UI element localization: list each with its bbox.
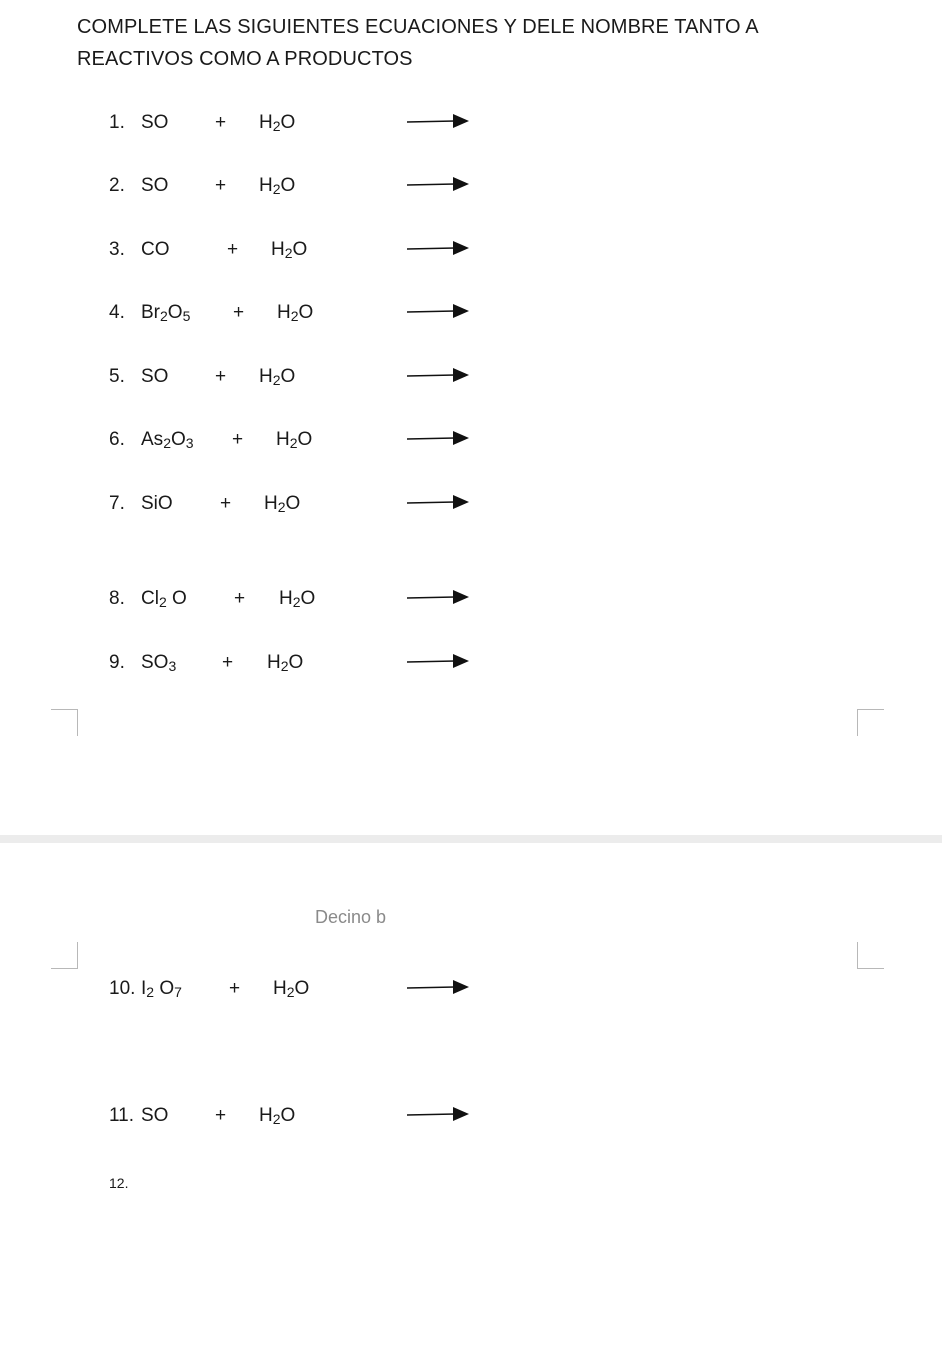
title-line-1: COMPLETE LAS SIGUIENTES ECUACIONES Y DELE NOMBRE TANTO A — [77, 16, 759, 38]
reactant-water: $H_2O$ — [267, 652, 304, 674]
plus-sign: + — [215, 366, 227, 387]
equation-row — [109, 492, 509, 516]
plus-sign: + — [234, 588, 246, 609]
reaction-arrow-icon — [407, 365, 471, 387]
reactant-water: $H_2O$ — [277, 302, 314, 324]
reactant-oxide: $I_2$ $O_7$ — [141, 978, 182, 1000]
reaction-arrow-icon — [407, 492, 471, 514]
equation-number: 7. — [109, 493, 125, 514]
reaction-arrow-icon — [407, 301, 471, 323]
equation-number: 2. — [109, 175, 125, 196]
title-line-2: REACTIVOS COMO A PRODUCTOS — [77, 48, 413, 70]
margin-corner-mark — [51, 942, 78, 969]
reactant-water: $H_2O$ — [279, 588, 316, 610]
equation-row — [109, 428, 509, 452]
plus-sign: + — [227, 239, 239, 260]
plus-sign: + — [222, 652, 234, 673]
reaction-arrow-icon — [407, 1104, 471, 1126]
handwritten-comment: Decino b — [315, 907, 387, 927]
equation-number: 1. — [109, 112, 125, 133]
equation-number: 11. — [109, 1105, 135, 1126]
equation-row — [109, 1104, 509, 1128]
reactant-water: $H_2O$ — [259, 1105, 296, 1127]
reactant-oxide: $As_2O_3$ — [141, 429, 194, 451]
plus-sign: + — [215, 1105, 227, 1126]
equation-number: 10. — [109, 978, 136, 999]
reactant-water: $H_2O$ — [259, 175, 296, 197]
reaction-arrow-icon — [407, 651, 471, 673]
equation-row — [109, 587, 509, 611]
reactant-oxide: SO — [141, 112, 169, 133]
reaction-arrow-icon — [407, 238, 471, 260]
plus-sign: + — [232, 429, 244, 450]
plus-sign: + — [229, 978, 241, 999]
plus-sign: + — [233, 302, 245, 323]
reactant-water: $H_2O$ — [276, 429, 313, 451]
equation-row — [109, 651, 509, 675]
list-item-number-12: 12. — [109, 1175, 129, 1191]
page-break — [0, 835, 942, 843]
reaction-arrow-icon — [407, 977, 471, 999]
reactant-water: $H_2O$ — [264, 493, 301, 515]
reactant-oxide: $SO_3$ — [141, 652, 177, 674]
equation-number: 3. — [109, 239, 125, 260]
reactant-oxide: SO — [141, 366, 169, 387]
plus-sign: + — [215, 112, 227, 133]
reaction-arrow-icon — [407, 174, 471, 196]
reactant-water: $H_2O$ — [259, 112, 296, 134]
equation-number: 4. — [109, 302, 125, 323]
plus-sign: + — [215, 175, 227, 196]
reactant-water: $H_2O$ — [271, 239, 308, 261]
equation-number: 9. — [109, 652, 125, 673]
equation-row — [109, 301, 509, 325]
reactant-oxide: SiO — [141, 493, 173, 514]
reactant-oxide: $Br_2O_5$ — [141, 302, 191, 324]
equation-number: 8. — [109, 588, 125, 609]
reaction-arrow-icon — [407, 111, 471, 133]
reactant-oxide: SO — [141, 1105, 169, 1126]
equation-number: 6. — [109, 429, 125, 450]
equation-row — [109, 238, 509, 262]
reactant-water: $H_2O$ — [273, 978, 310, 1000]
equation-row — [109, 174, 509, 198]
reactant-water: $H_2O$ — [259, 366, 296, 388]
reaction-arrow-icon — [407, 428, 471, 450]
equation-row — [109, 977, 509, 1001]
reaction-arrow-icon — [407, 587, 471, 609]
equation-row — [109, 365, 509, 389]
margin-corner-mark — [51, 709, 78, 736]
reactant-oxide: CO — [141, 239, 170, 260]
equation-number: 5. — [109, 366, 125, 387]
equation-row — [109, 111, 509, 135]
margin-corner-mark — [857, 942, 884, 969]
plus-sign: + — [220, 493, 232, 514]
reactant-oxide: SO — [141, 175, 169, 196]
reactant-oxide: $Cl_2$ O — [141, 588, 187, 610]
margin-corner-mark — [857, 709, 884, 736]
